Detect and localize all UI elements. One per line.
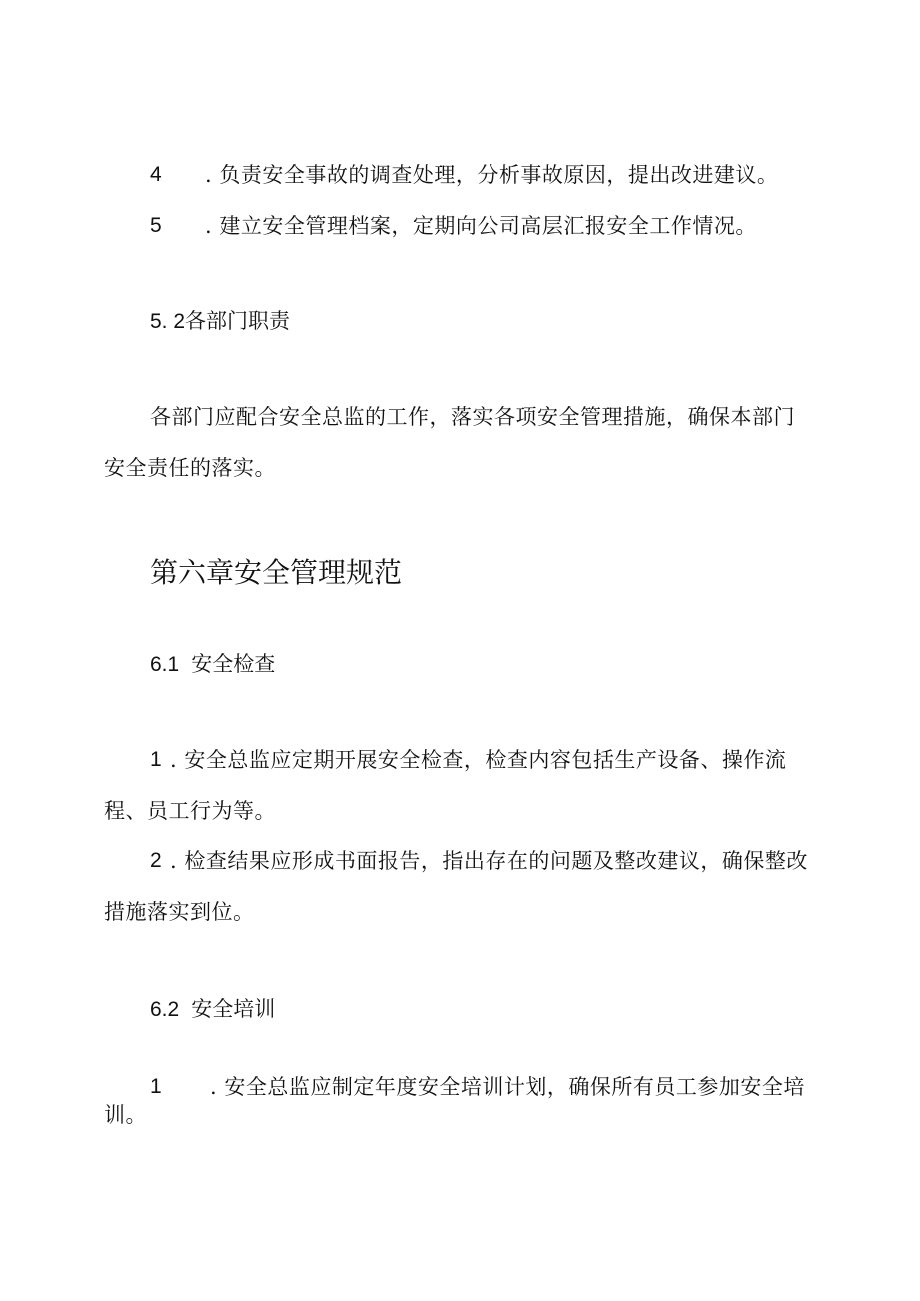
list-item-text: . 检查结果应形成书面报告，指出存在的问题及整改建议，确保整改 <box>170 849 808 873</box>
section-number: 6.1 <box>150 653 180 676</box>
list-item-text: . 安全总监应定期开展安全检查，检查内容包括生产设备、操作流 <box>170 748 787 772</box>
section-title: 安全检查 <box>191 652 276 676</box>
paragraph-line: 安全责任的落实。 <box>104 456 276 480</box>
list-item-number: 1 <box>150 748 163 771</box>
list-item-continuation: 训。 <box>104 1103 147 1127</box>
list-item-number: 4 <box>150 163 163 186</box>
list-item-continuation: 程、员工行为等。 <box>104 799 276 823</box>
list-item-continuation: 措施落实到位。 <box>104 900 255 924</box>
list-item-text: . 建立安全管理档案，定期向公司高层汇报安全工作情况。 <box>205 214 757 238</box>
section-heading <box>150 650 275 679</box>
list-item-text: . 负责安全事故的调查处理，分析事故原因，提出改进建议。 <box>205 163 779 187</box>
section-title: 各部门职责 <box>185 309 291 333</box>
list-item-text: . 安全总监应制定年度安全培训计划，确保所有员工参加安全培 <box>210 1075 805 1099</box>
section-number: 5. 2 <box>150 310 186 333</box>
paragraph-line: 各部门应配合安全总监的工作，落实各项安全管理措施，确保本部门 <box>150 405 795 429</box>
section-heading <box>150 307 290 336</box>
list-item-number: 2 <box>150 849 163 872</box>
section-number: 6.2 <box>150 998 180 1021</box>
list-item-number: 1 <box>150 1075 163 1098</box>
chapter-title: 第六章安全管理规范 <box>150 556 403 589</box>
section-heading <box>150 995 275 1024</box>
section-title: 安全培训 <box>191 997 276 1021</box>
list-item-number: 5 <box>150 214 163 237</box>
